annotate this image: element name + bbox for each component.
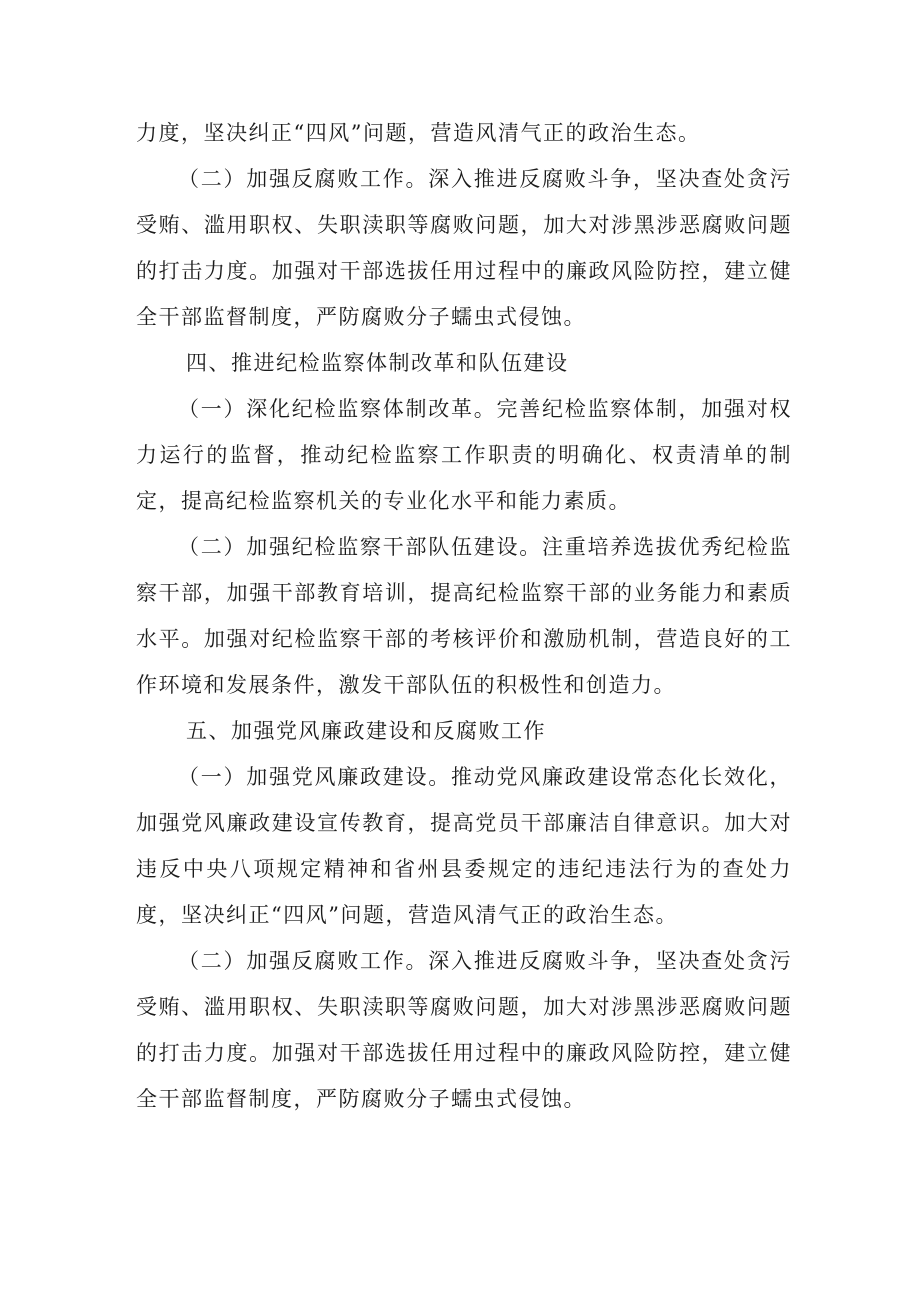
paragraph-anticorruption-work-repeat: （二）加强反腐败工作。深入推进反腐败斗争，坚决查处贪污受贿、滥用职权、失职渎职等腐败问题，加大对涉黑涉恶腐败问题的打击力度。加强对干部选拔任用过程中的廉政风险防控，建立健全干部监督制度，严防腐败分子蠕虫式侵蚀。 <box>136 949 792 1111</box>
paragraph-continued: 力度，坚决纠正“四风”问题，营造风清气正的政治生态。 <box>136 121 701 145</box>
section-heading-five: 五、加强党风廉政建设和反腐败工作 <box>186 719 546 743</box>
paragraph-anticorruption-work: （二）加强反腐败工作。深入推进反腐败斗争，坚决查处贪污受贿、滥用职权、失职渎职等腐败问题，加大对涉黑涉恶腐败问题的打击力度。加强对干部选拔任用过程中的廉政风险防控，建立健全干部监督制度，严防腐败分子蠕虫式侵蚀。 <box>136 167 792 329</box>
paragraph-team-building: （二）加强纪检监察干部队伍建设。注重培养选拔优秀纪检监察干部，加强干部教育培训，提高纪检监察干部的业务能力和素质水平。加强对纪检监察干部的考核评价和激励机制，营造良好的工作环境和发展条件，激发干部队伍的积极性和创造力。 <box>136 535 792 697</box>
document-page <box>136 110 792 1122</box>
paragraph-party-conduct: （一）加强党风廉政建设。推动党风廉政建设常态化长效化，加强党风廉政建设宣传教育，提高党员干部廉洁自律意识。加大对违反中央八项规定精神和省州县委规定的违纪违法行为的查处力度，坚决纠正“四风”问题，营造风清气正的政治生态。 <box>136 765 792 927</box>
section-heading-four: 四、推进纪检监察体制改革和队伍建设 <box>186 351 569 375</box>
paragraph-deepen-reform: （一）深化纪检监察体制改革。完善纪检监察体制，加强对权力运行的监督，推动纪检监察工作职责的明确化、权责清单的制定，提高纪检监察机关的专业化水平和能力素质。 <box>136 397 792 513</box>
